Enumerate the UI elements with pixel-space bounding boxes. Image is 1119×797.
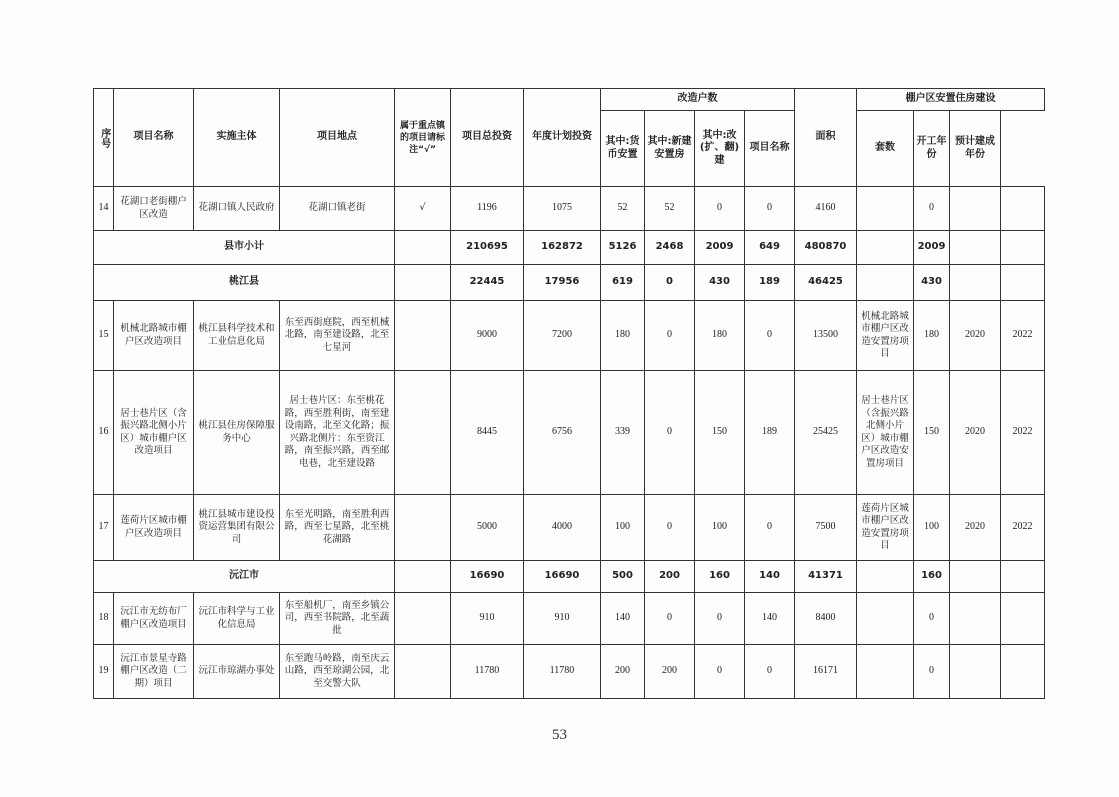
cell-hh: 619 [601,265,645,301]
cell-implementer: 沅江市琼湖办事处 [194,645,280,699]
cell-total: 8445 [451,371,524,495]
cell-start [950,231,1001,265]
table-body [94,187,1045,699]
cell-resettle-name [857,645,914,699]
cell-finish [1001,593,1045,645]
cell-seq: 16 [94,371,114,495]
cell-annual: 6756 [524,371,601,495]
header-households-rebuild: 其中:改(扩、翻)建 [695,111,745,187]
cell-start [950,187,1001,231]
cell-seq: 15 [94,301,114,371]
cell-annual: 162872 [524,231,601,265]
header-area: 面积 [795,89,857,187]
cell-implementer: 桃江县住房保障服务中心 [194,371,280,495]
cell-hh: 500 [601,561,645,593]
subtotal-label: 县市小计 [94,231,395,265]
cell-sets: 180 [914,301,950,371]
cell-sets: 0 [914,187,950,231]
cell-key-town [395,495,451,561]
cell-seq: 18 [94,593,114,645]
cell-cash: 0 [645,495,695,561]
table-row [94,495,1045,561]
cell-rebuild: 0 [745,645,795,699]
cell-key-town [395,265,451,301]
cell-seq: 19 [94,645,114,699]
table-row [94,645,1045,699]
cell-finish [1001,645,1045,699]
cell-location: 东至西街庭院，西至机械北路，南至建设路，北至七星河 [280,301,395,371]
cell-newb: 430 [695,265,745,301]
cell-annual: 1075 [524,187,601,231]
cell-area: 7500 [795,495,857,561]
cell-hh: 100 [601,495,645,561]
cell-location: 居士巷片区：东至桃花路，西至胜利街，南至建设南路，北至文化路；振兴路北侧片：东至资江路，南至振兴路，西至邮电巷，北至建设路 [280,371,395,495]
cell-start: 2020 [950,495,1001,561]
cell-name: 沅江市景星寺路棚户区改造（二期）项目 [114,645,194,699]
cell-area: 8400 [795,593,857,645]
table-header [94,89,1045,187]
cell-implementer: 桃江县科学技术和工业信息化局 [194,301,280,371]
cell-sets: 100 [914,495,950,561]
cell-key-town: √ [395,187,451,231]
cell-annual: 4000 [524,495,601,561]
cell-start: 2020 [950,301,1001,371]
cell-total: 5000 [451,495,524,561]
cell-resettle-name [857,593,914,645]
cell-rebuild: 0 [745,495,795,561]
cell-total: 910 [451,593,524,645]
header-resettle-group: 棚户区安置住房建设 [857,89,1045,111]
header-implementer: 实施主体 [194,89,280,187]
cell-location: 东至光明路，南至胜利西路，西至七星路，北至桃花湖路 [280,495,395,561]
cell-cash: 0 [645,301,695,371]
project-table [93,88,1045,699]
cell-name: 沅江市无纺布厂棚户区改造项目 [114,593,194,645]
cell-resettle-name: 机械北路城市棚户区改造安置房项目 [857,301,914,371]
cell-rebuild: 0 [745,301,795,371]
cell-newb: 0 [695,645,745,699]
cell-seq: 17 [94,495,114,561]
subtotal-label: 桃江县 [94,265,395,301]
header-location: 项目地点 [280,89,395,187]
cell-implementer: 桃江县城市建设投资运营集团有限公司 [194,495,280,561]
cell-annual: 7200 [524,301,601,371]
cell-key-town [395,593,451,645]
cell-rebuild: 189 [745,371,795,495]
table-row [94,371,1045,495]
cell-sets: 150 [914,371,950,495]
header-households-cash: 其中:货币安置 [601,111,645,187]
table-row [94,301,1045,371]
header-resettle-name: 项目名称 [745,111,795,187]
cell-sets: 160 [914,561,950,593]
cell-total: 210695 [451,231,524,265]
cell-rname [857,265,914,301]
cell-location: 东至船机厂，南至乡镇公司，西至书院路，北至蔬批 [280,593,395,645]
header-resettle-finish: 预计建成年份 [950,111,1001,187]
cell-newb: 180 [695,301,745,371]
cell-rebuild: 189 [745,265,795,301]
cell-newb: 0 [695,593,745,645]
cell-key-town [395,231,451,265]
cell-total: 22445 [451,265,524,301]
header-resettle-sets: 套数 [857,111,914,187]
cell-sets: 2009 [914,231,950,265]
cell-key-town [395,561,451,593]
cell-rname [857,561,914,593]
subtotal-row [94,265,1045,301]
header-annual-investment: 年度计划投资 [524,89,601,187]
cell-rebuild: 649 [745,231,795,265]
cell-key-town [395,645,451,699]
cell-area: 46425 [795,265,857,301]
subtotal-row [94,561,1045,593]
header-total-investment: 项目总投资 [451,89,524,187]
cell-hh: 180 [601,301,645,371]
cell-implementer: 花湖口镇人民政府 [194,187,280,231]
cell-cash: 0 [645,371,695,495]
cell-finish: 2022 [1001,301,1045,371]
cell-finish: 2022 [1001,495,1045,561]
cell-finish [1001,265,1045,301]
cell-annual: 11780 [524,645,601,699]
cell-total: 11780 [451,645,524,699]
cell-sets: 0 [914,593,950,645]
subtotal-label: 沅江市 [94,561,395,593]
header-key-town: 属于重点镇的项目请标注“√” [395,89,451,187]
table-row [94,187,1045,231]
cell-resettle-name: 居士巷片区（含振兴路北侧小片区）城市棚户区改造安置房项目 [857,371,914,495]
cell-sets: 0 [914,645,950,699]
cell-area: 25425 [795,371,857,495]
cell-name: 机械北路城市棚户区改造项目 [114,301,194,371]
cell-hh: 140 [601,593,645,645]
cell-total: 1196 [451,187,524,231]
cell-hh: 339 [601,371,645,495]
cell-newb: 0 [695,187,745,231]
cell-newb: 100 [695,495,745,561]
cell-start [950,645,1001,699]
cell-finish: 2022 [1001,371,1045,495]
header-households-group: 改造户数 [601,89,795,111]
cell-sets: 430 [914,265,950,301]
cell-finish [1001,561,1045,593]
cell-annual: 16690 [524,561,601,593]
cell-cash: 0 [645,593,695,645]
cell-area: 41371 [795,561,857,593]
cell-start [950,561,1001,593]
cell-start [950,593,1001,645]
cell-location: 东至跑马岭路，南至庆云山路，西至琼湖公园，北至交警大队 [280,645,395,699]
subtotal-row [94,231,1045,265]
cell-start [950,265,1001,301]
cell-newb: 2009 [695,231,745,265]
cell-area: 4160 [795,187,857,231]
cell-name: 居士巷片区（含振兴路北侧小片区）城市棚户区改造项目 [114,371,194,495]
cell-annual: 910 [524,593,601,645]
cell-start: 2020 [950,371,1001,495]
cell-rname [857,231,914,265]
header-households-new: 其中:新建安置房 [645,111,695,187]
cell-seq: 14 [94,187,114,231]
cell-hh: 52 [601,187,645,231]
cell-rebuild: 140 [745,593,795,645]
cell-finish [1001,231,1045,265]
cell-rebuild: 0 [745,187,795,231]
cell-location: 花湖口镇老街 [280,187,395,231]
cell-total: 16690 [451,561,524,593]
cell-implementer: 沅江市科学与工业化信息局 [194,593,280,645]
cell-hh: 5126 [601,231,645,265]
header-resettle-start: 开工年份 [914,111,950,187]
page-number: 53 [552,727,567,743]
cell-cash: 0 [645,265,695,301]
cell-annual: 17956 [524,265,601,301]
header-name: 项目名称 [114,89,194,187]
cell-hh: 200 [601,645,645,699]
cell-area: 480870 [795,231,857,265]
cell-cash: 200 [645,561,695,593]
cell-cash: 200 [645,645,695,699]
cell-resettle-name [857,187,914,231]
table-row [94,593,1045,645]
cell-rebuild: 140 [745,561,795,593]
cell-total: 9000 [451,301,524,371]
header-seq: 序号 [94,89,114,187]
cell-resettle-name: 莲荷片区城市棚户区改造安置房项目 [857,495,914,561]
cell-key-town [395,301,451,371]
cell-cash: 2468 [645,231,695,265]
cell-name: 花湖口老街棚户区改造 [114,187,194,231]
cell-finish [1001,187,1045,231]
cell-name: 莲荷片区城市棚户区改造项目 [114,495,194,561]
cell-newb: 160 [695,561,745,593]
cell-area: 13500 [795,301,857,371]
cell-key-town [395,371,451,495]
cell-area: 16171 [795,645,857,699]
cell-newb: 150 [695,371,745,495]
cell-cash: 52 [645,187,695,231]
